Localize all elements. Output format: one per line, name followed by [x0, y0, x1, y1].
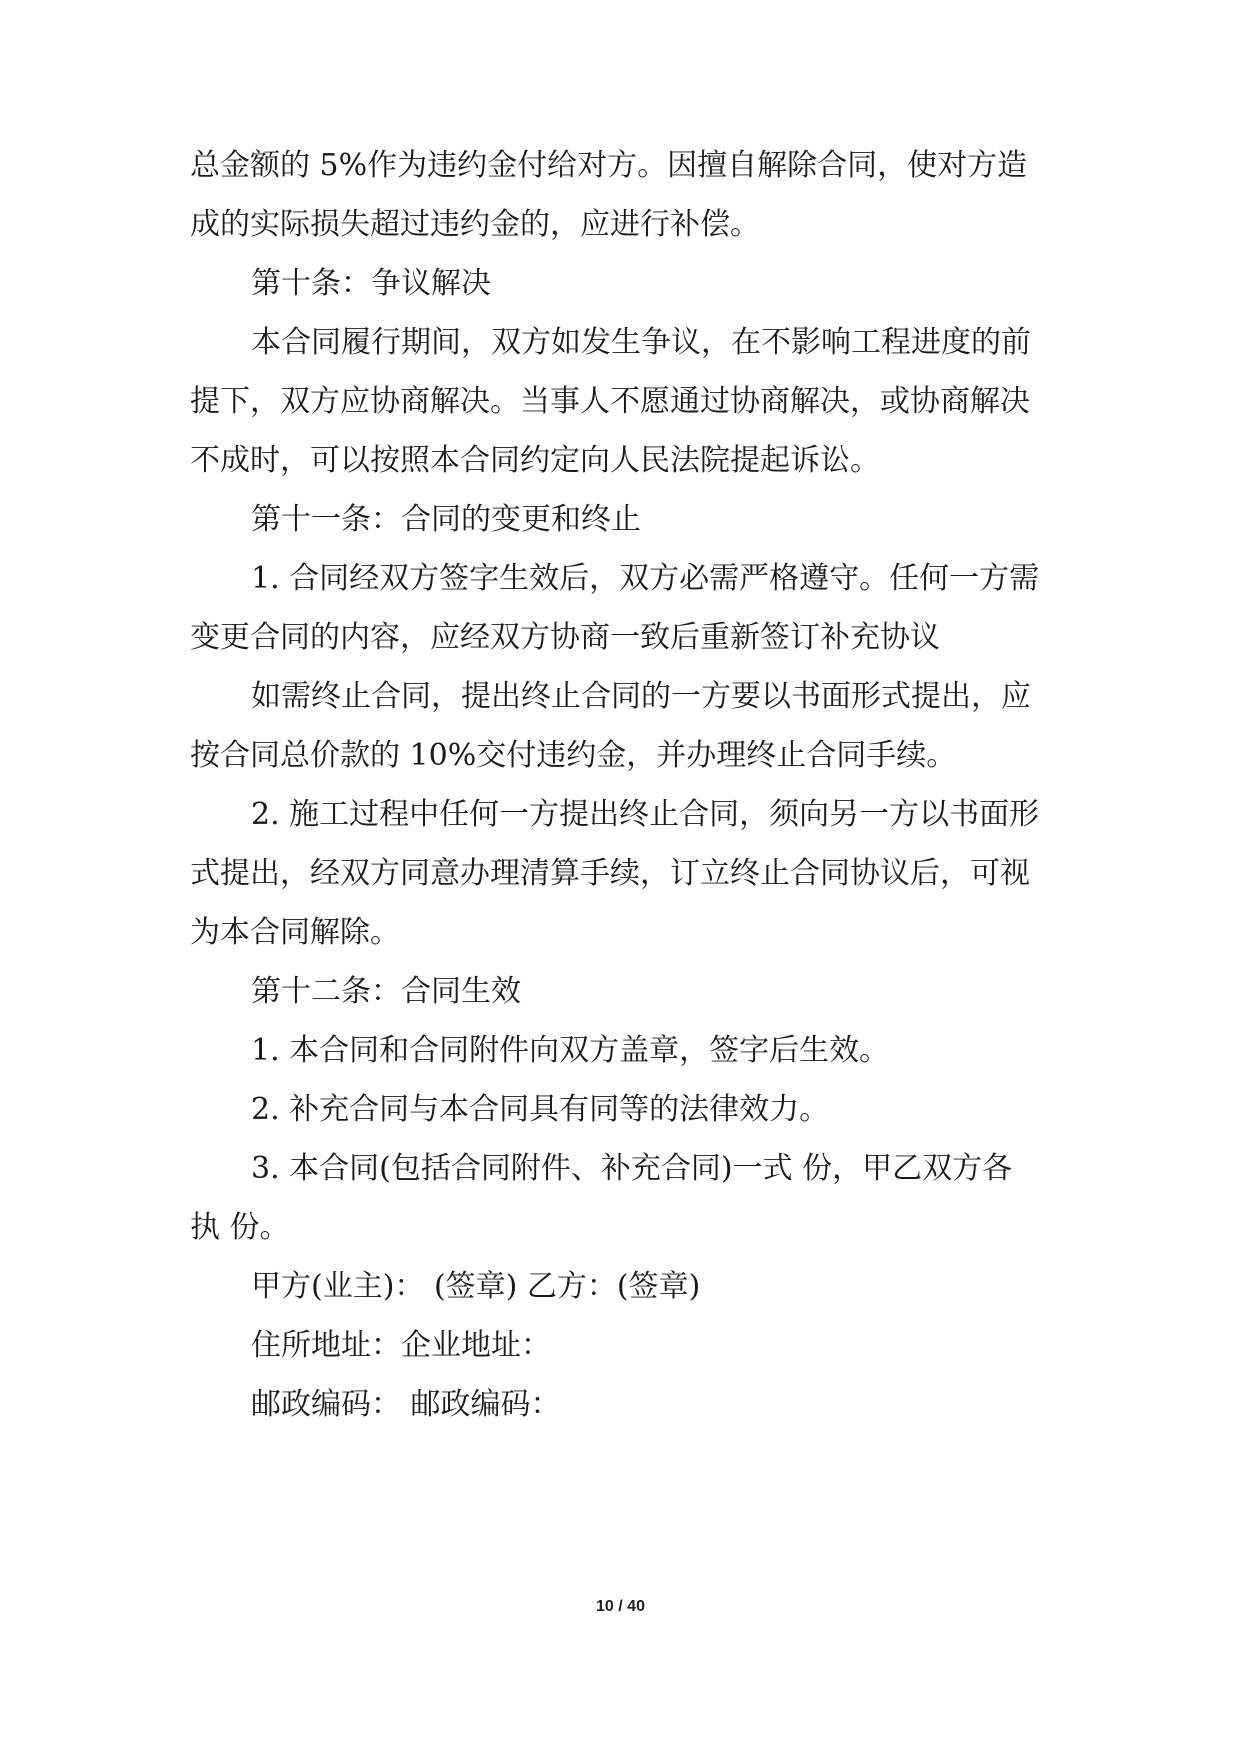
- paragraph-line: 本合同履行期间，双方如发生争议，在不影响工程进度的前: [251, 325, 1031, 360]
- paragraph-line: 2. 补充合同与本合同具有同等的法律效力。: [251, 1092, 830, 1127]
- paragraph-line: 总金额的 5%作为违约金付给对方。因擅自解除合同，使对方造: [190, 148, 1028, 183]
- paragraph-line: 式提出，经双方同意办理清算手续，订立终止合同协议后，可视: [190, 856, 1030, 891]
- address-line: 住所地址：企业地址：: [251, 1328, 551, 1363]
- section-heading-article-10: 第十条：争议解决: [251, 266, 491, 301]
- paragraph-line: 1. 合同经双方签字生效后，双方必需严格遵守。任何一方需: [251, 561, 1040, 596]
- paragraph-line: 1. 本合同和合同附件向双方盖章，签字后生效。: [251, 1033, 890, 1068]
- section-heading-article-11: 第十一条：合同的变更和终止: [251, 502, 641, 537]
- postal-code-line: 邮政编码： 邮政编码：: [251, 1387, 561, 1422]
- paragraph-line: 执 份。: [190, 1210, 290, 1245]
- paragraph-line: 不成时，可以按照本合同约定向人民法院提起诉讼。: [190, 443, 880, 478]
- paragraph-line: 为本合同解除。: [190, 915, 400, 950]
- paragraph-line: 提下，双方应协商解决。当事人不愿通过协商解决，或协商解决: [190, 384, 1030, 419]
- paragraph-line: 变更合同的内容，应经双方协商一致后重新签订补充协议: [190, 620, 940, 655]
- paragraph-line: 成的实际损失超过违约金的，应进行补偿。: [190, 207, 760, 242]
- paragraph-line: 按合同总价款的 10%交付违约金，并办理终止合同手续。: [190, 738, 957, 773]
- signature-line-parties: 甲方(业主)： (签章) 乙方：(签章): [251, 1269, 701, 1304]
- page-number: 10 / 40: [596, 1598, 645, 1615]
- section-heading-article-12: 第十二条：合同生效: [251, 974, 521, 1009]
- paragraph-line: 如需终止合同，提出终止合同的一方要以书面形式提出，应: [251, 679, 1031, 714]
- paragraph-line: 3. 本合同(包括合同附件、补充合同)一式 份，甲乙双方各: [251, 1151, 1013, 1186]
- paragraph-line: 2. 施工过程中任何一方提出终止合同，须向另一方以书面形: [251, 797, 1040, 832]
